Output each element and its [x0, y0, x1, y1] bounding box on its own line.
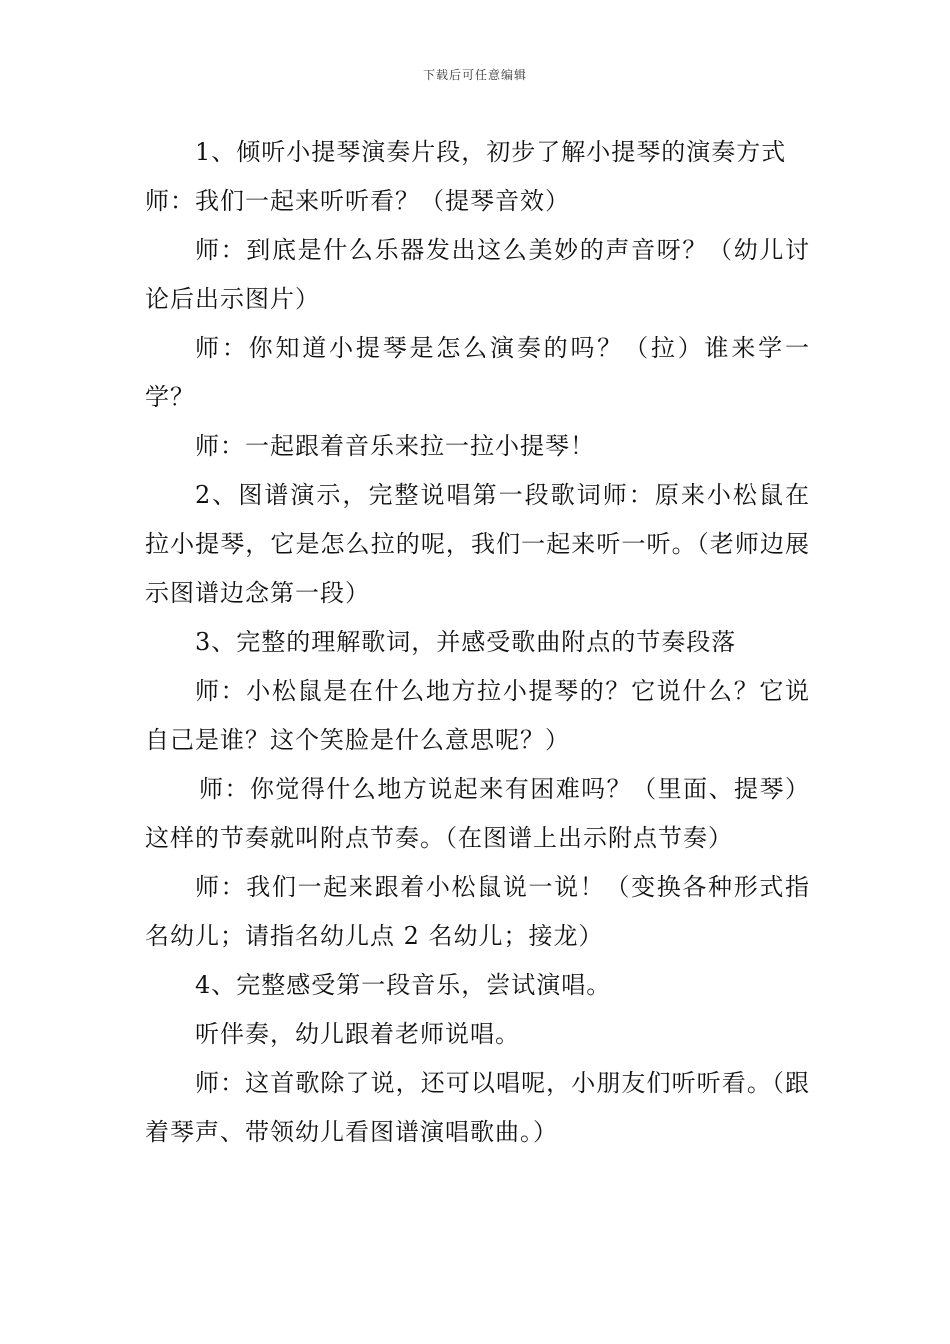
paragraph-teacher-rhythm: 师：你觉得什么地方说起来有困难吗？（里面、提琴）这样的节奏就叫附点节奏。（在图谱上出示附点节奏） — [145, 775, 810, 852]
paragraph-step-3: 3、完整的理解歌词，并感受歌曲附点的节奏段落 — [195, 628, 737, 656]
paragraph-teacher-squirrel: 师：小松鼠是在什么地方拉小提琴的？它说什么？它说自己是谁？这个笑脸是什么意思呢？） — [145, 677, 810, 754]
paragraph-accompaniment: 听伴奏，幼儿跟着老师说唱。 — [195, 1020, 520, 1048]
paragraph-step-1: 1、倾听小提琴演奏片段，初步了解小提琴的演奏方式 — [195, 138, 787, 166]
paragraph-step-4: 4、完整感受第一段音乐，尝试演唱。 — [195, 971, 612, 999]
paragraph-teacher-say-together: 师：我们一起来跟着小松鼠说一说！（变换各种形式指名幼儿；请指名幼儿点 2 名幼儿；接龙） — [145, 873, 810, 950]
paragraph-teacher-instrument: 师：到底是什么乐器发出这么美妙的声音呀？（幼儿讨论后出示图片） — [145, 236, 810, 313]
paragraph-teacher-listen: 师：我们一起来听听看？（提琴音效） — [145, 187, 570, 215]
paragraph-teacher-how-play: 师：你知道小提琴是怎么演奏的吗？（拉）谁来学一学？ — [145, 334, 810, 411]
paragraph-step-2: 2、图谱演示，完整说唱第一段歌词师：原来小松鼠在拉小提琴，它是怎么拉的呢，我们一起来听一听。（老师边展示图谱边念第一段） — [145, 481, 810, 607]
page-header: 下载后可任意编辑 — [422, 68, 527, 82]
paragraph-teacher-play-together: 师：一起跟着音乐来拉一拉小提琴！ — [195, 432, 595, 460]
document-body — [145, 128, 810, 1157]
paragraph-teacher-sing: 师：这首歌除了说，还可以唱呢，小朋友们听听看。（跟着琴声、带领幼儿看图谱演唱歌曲。） — [145, 1069, 810, 1146]
